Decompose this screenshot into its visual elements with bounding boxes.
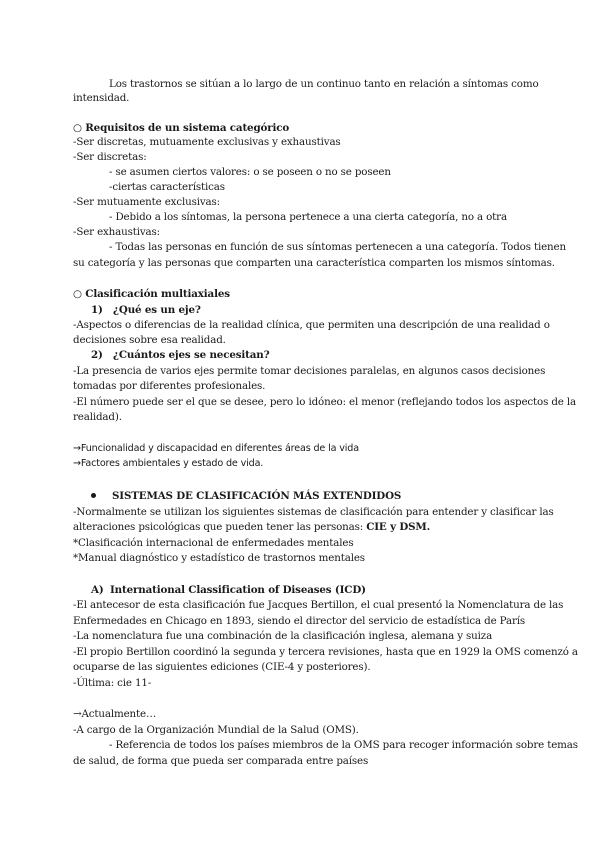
bullet-icon <box>91 493 96 498</box>
icd-line-10: de salud, de forma que pueda ser comparada entre países <box>73 755 369 767</box>
req-line-2: -Ser discretas: <box>73 151 147 163</box>
req-line-4: -ciertas características <box>109 181 225 193</box>
answer-1-line-1: -Aspectos o diferencias de la realidad clínica, que permiten una descripción de una realidad o <box>73 319 550 331</box>
intro-line-1: Los trastornos se sitúan a lo largo de un continuo tanto en relación a síntomas como <box>109 78 539 90</box>
section-heading-requisitos: ○ Requisitos de un sistema categórico <box>73 122 290 134</box>
req-line-7: -Ser exhaustivas: <box>73 226 160 238</box>
answer-2-line-1: -La presencia de varios ejes permite tomar decisiones paralelas, en algunos casos decisiones <box>73 365 546 377</box>
req-line-1: -Ser discretas, mutuamente exclusivas y exhaustivas <box>73 136 341 148</box>
sistemas-line-4: *Manual diagnóstico y estadístico de trastornos mentales <box>73 552 365 564</box>
icd-heading: International Classification of Diseases (ICD) <box>110 584 366 596</box>
section-heading-multiaxiales: ○ Clasificación multiaxiales <box>73 288 230 300</box>
icd-line-7: →Actualmente… <box>73 708 157 720</box>
sistemas-heading-text: SISTEMAS DE CLASIFICACIÓN MÁS EXTENDIDOS <box>112 490 402 502</box>
icd-line-9: - Referencia de todos los países miembros de la OMS para recoger información sobre temas <box>109 739 578 751</box>
sistemas-line-2-bold: CIE y DSM. <box>366 521 431 533</box>
sistemas-line-1: -Normalmente se utilizan los siguientes sistemas de clasificación para entender y clasificar las <box>73 506 554 518</box>
req-line-8: - Todas las personas en función de sus síntomas pertenecen a una categoría. Todos tienen <box>109 241 566 253</box>
answer-2-line-3: -El número puede ser el que se desee, pero lo idóneo: el menor (reflejando todos los aspectos de la <box>73 396 576 408</box>
sistemas-line-2 <box>73 520 430 534</box>
icd-line-6: -Última: cie 11- <box>73 677 152 689</box>
question-2-number: 2) <box>91 349 103 361</box>
icd-line-3: -La nomenclatura fue una combinación de la clasificación inglesa, alemana y suiza <box>73 630 493 642</box>
answer-2-line-4: realidad). <box>73 411 122 423</box>
icd-line-5: ocuparse de las siguientes ediciones (CIE-4 y posteriores). <box>73 661 371 673</box>
req-line-9: su categoría y las personas que comparten una característica comparten los mismos síntomas. <box>73 257 555 269</box>
arrow-line-2: →Factores ambientales y estado de vida. <box>73 458 264 469</box>
section-heading-sistemas <box>91 489 401 503</box>
question-1-number: 1) <box>91 304 103 316</box>
question-1: ¿Qué es un eje? <box>113 304 201 316</box>
req-line-3: - se asumen ciertos valores: o se poseen o no se poseen <box>109 166 391 178</box>
req-line-6: - Debido a los síntomas, la persona pertenece a una cierta categoría, no a otra <box>109 211 507 223</box>
question-2: ¿Cuántos ejes se necesitan? <box>113 349 270 361</box>
sistemas-line-3: *Clasificación internacional de enfermedades mentales <box>73 537 354 549</box>
icd-line-8: -A cargo de la Organización Mundial de la Salud (OMS). <box>73 724 359 736</box>
req-line-5: -Ser mutuamente exclusivas: <box>73 196 220 208</box>
arrow-line-1: →Funcionalidad y discapacidad en diferentes áreas de la vida <box>73 443 359 454</box>
answer-1-line-2: decisiones sobre esa realidad. <box>73 334 226 346</box>
icd-line-4: -El propio Bertillon coordinó la segunda y tercera revisiones, hasta que en 1929 la OMS comenzó a <box>73 646 578 658</box>
icd-line-1: -El antecesor de esta clasificación fue Jacques Bertillon, el cual presentó la Nomenclatura de las <box>73 599 564 611</box>
answer-2-line-2: tomadas por diferentes profesionales. <box>73 380 266 392</box>
intro-line-2: intensidad. <box>73 92 130 104</box>
icd-heading-letter: A) <box>91 584 104 596</box>
sistemas-line-2-text: alteraciones psicológicas que pueden tener las personas: <box>73 521 367 533</box>
icd-line-2: Enfermedades en Chicago en 1893, siendo el director del servicio de estadística de París <box>73 615 526 627</box>
